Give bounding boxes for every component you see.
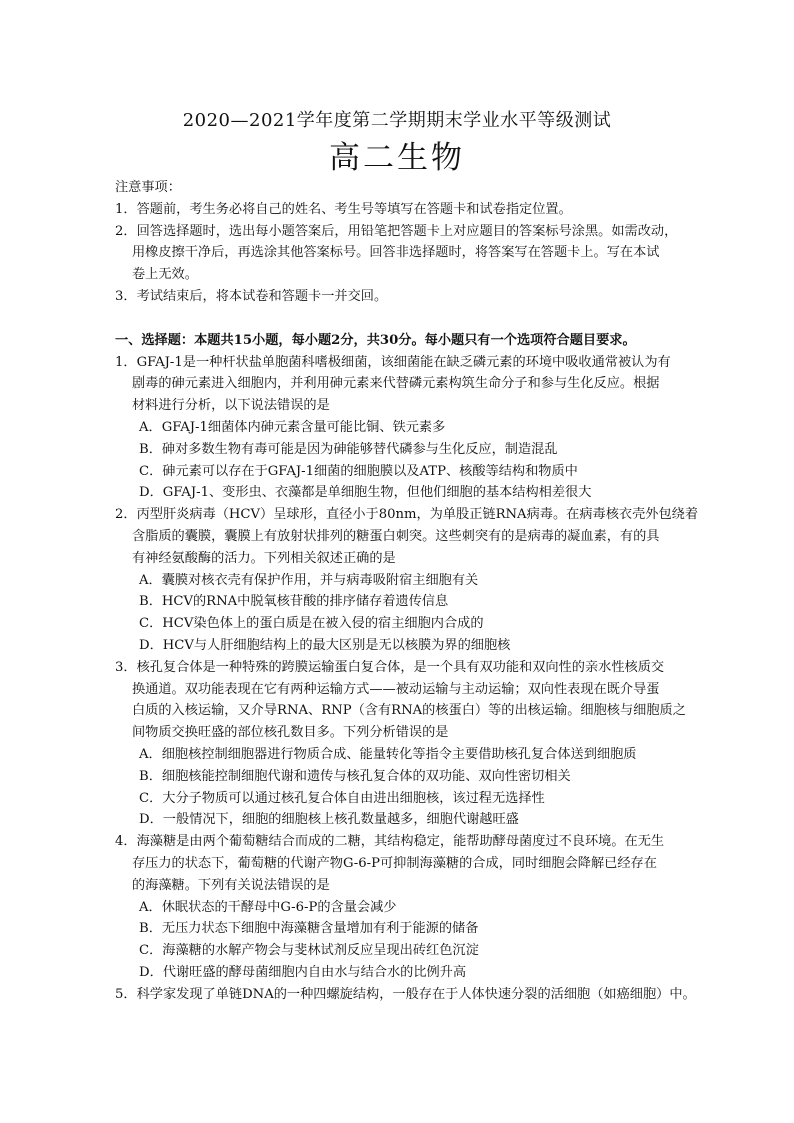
question-stem-line: 间物质交换旺盛的部位核孔数目多。下列分析错误的是 [132,725,449,741]
notice-item-line: 1．答题前，考生务必将自己的姓名、考生号等填写在答题卡和试卷指定位置。 [115,201,572,217]
question-stem-line: 材料进行分析，以下说法错误的是 [132,398,330,414]
answer-option: A．休眠状态的干酵母中G-6-P的含量会减少 [139,899,397,915]
question-stem-line: 3．核孔复合体是一种特殊的跨膜运输蛋白复合体，是一个具有双功能和双向性的亲水性核质交 [115,659,665,675]
question-stem-line: 含脂质的囊膜，囊膜上有放射状排列的糖蛋白刺突。这些刺突有的是病毒的凝血素，有的具 [132,528,660,544]
answer-option: A．GFAJ-1细菌体内砷元素含量可能比铜、铁元素多 [139,419,446,435]
answer-option: D．GFAJ-1、变形虫、衣藻都是单细胞生物，但他们细胞的基本结构相差很大 [139,485,592,501]
notice-list [115,199,715,308]
question-4 [115,831,715,984]
section-heading: 一、选择题：本题共15小题，每小题2分，共30分。每小题只有一个选项符合题目要求。 [115,332,636,348]
answer-option: D．代谢旺盛的酵母菌细胞内自由水与结合水的比例升高 [139,964,467,980]
answer-option: D．HCV与人肝细胞结构上的最大区别是无以核膜为界的细胞核 [139,637,511,653]
question-1 [115,352,715,505]
question-list [115,352,715,1006]
answer-option: A．细胞核控制细胞器进行物质合成、能量转化等指令主要借助核孔复合体送到细胞质 [139,746,637,762]
notice-item-line: 用橡皮擦干净后，再选涂其他答案标号。回答非选择题时，将答案写在答题卡上。写在本试 [132,245,660,261]
notice-item-line: 3．考试结束后，将本试卷和答题卡一并交回。 [115,288,388,304]
question-stem-line: 的海藻糖。下列有关说法错误的是 [132,877,330,893]
answer-option: D．一般情况下，细胞的细胞核上核孔数量越多，细胞代谢越旺盛 [139,812,519,828]
notice-item-line: 2．回答选择题时，选出每小题答案后，用铅笔把答题卡上对应题目的答案标号涂黑。如需改动， [115,223,678,239]
question-stem-line: 白质的入核运输，又介导RNA、RNP（含有RNA的核蛋白）等的出核运输。细胞核与细胞质之 [132,703,686,719]
question-stem-line: 5．科学家发现了单链DNA的一种四螺旋结构，一般存在于人体快速分裂的活细胞（如癌细胞）中。 [115,986,696,1002]
question-stem-line: 4．海藻糖是由两个葡萄糖结合而成的二糖，其结构稳定，能帮助酵母菌度过不良环境。在无生 [115,834,665,850]
answer-option: A．囊膜对核衣壳有保护作用，并与病毒吸附宿主细胞有关 [139,572,479,588]
exam-title: 2020—2021学年度第二学期期末学业水平等级测试 [182,110,612,131]
answer-option: C．HCV染色体上的蛋白质是在被入侵的宿主细胞内合成的 [139,616,484,632]
question-2 [115,504,715,657]
question-stem-line: 换通道。双功能表现在它有两种运输方式——被动运输与主动运输；双向性表现在既介导蛋 [132,681,660,697]
question-stem-line: 2．丙型肝炎病毒（HCV）呈球形，直径小于80nm，为单股正链RNA病毒。在病毒核衣壳外包绕着 [115,507,699,523]
exam-content [115,177,715,1005]
question-stem-line: 1．GFAJ-1是一种杆状盐单胞菌科嗜极细菌，该细菌能在缺乏磷元素的环境中吸收通常被认为有 [115,354,671,370]
answer-option: C．大分子物质可以通过核孔复合体自由进出细胞核，该过程无选择性 [139,790,545,806]
answer-option: C．砷元素可以存在于GFAJ-1细菌的细胞膜以及ATP、核酸等结构和物质中 [139,463,578,479]
question-stem-line: 有神经氨酸酶的活力。下列相关叙述正确的是 [132,550,396,566]
notice-heading: 注意事项： [115,180,181,195]
question-5 [115,984,715,1006]
answer-option: B．无压力状态下细胞中海藻糖含量增加有利于能源的储备 [139,921,479,937]
question-stem-line: 存压力的状态下，葡萄糖的代谢产物G-6-P可抑制海藻糖的合成，同时细胞会降解已经存在 [132,855,657,871]
answer-option: B．HCV的RNA中脱氧核苷酸的排序储存着遗传信息 [139,594,449,610]
answer-option: B．砷对多数生物有毒可能是因为砷能够替代磷参与生化反应，制造混乱 [139,441,558,457]
answer-option: C．海藻糖的水解产物会与斐林试剂反应呈现出砖红色沉淀 [139,943,479,959]
question-stem-line: 剧毒的砷元素进入细胞内，并利用砷元素来代替磷元素构筑生命分子和参与生化反应。根据 [132,376,660,392]
question-3 [115,657,715,831]
answer-option: B．细胞核能控制细胞代谢和遗传与核孔复合体的双功能、双向性密切相关 [139,768,571,784]
notice-item-line: 卷上无效。 [132,267,198,283]
subject-title: 高二生物 [329,140,465,176]
